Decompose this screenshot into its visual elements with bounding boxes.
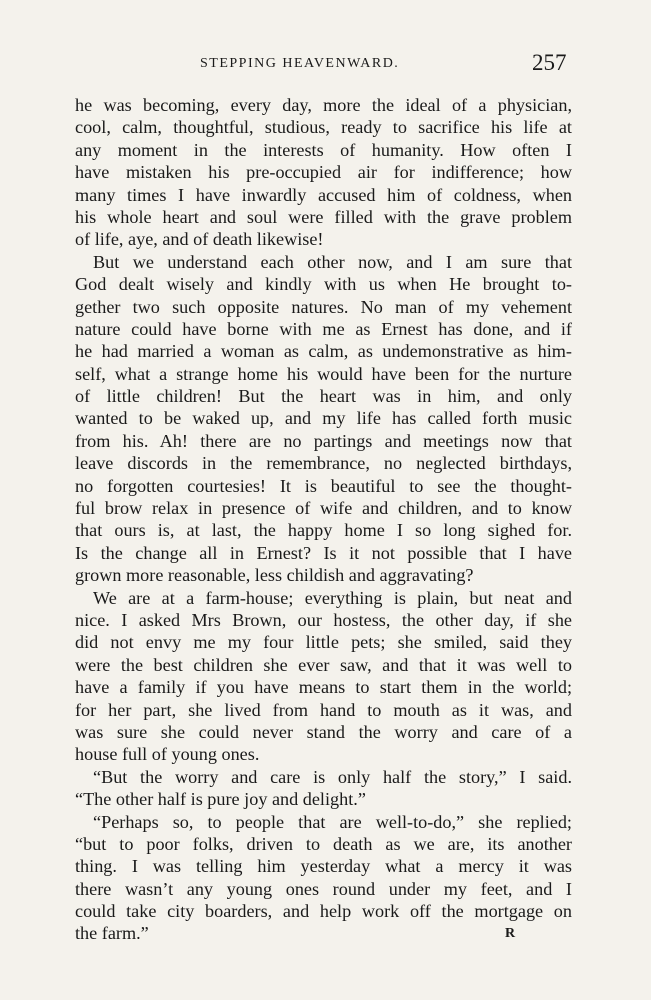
body-text	[75, 94, 572, 945]
text-line: were the best children she ever saw, and that it was well to	[75, 654, 572, 675]
text-line: house full of young ones.	[75, 744, 260, 765]
text-line: God dealt wisely and kindly with us when He brought to-	[75, 274, 572, 295]
text-line: wanted to be waked up, and my life has called forth music	[75, 408, 572, 429]
text-line: self, what a strange home his would have been for the nurture	[75, 363, 572, 384]
text-line: of little children! But the heart was in him, and only	[75, 386, 572, 407]
text-line: any moment in the interests of humanity. How often I	[75, 139, 572, 160]
text-line: “but to poor folks, driven to death as we are, its another	[75, 833, 572, 854]
text-line: have a family if you have means to start them in the world;	[75, 677, 572, 698]
text-line: leave discords in the remembrance, no neglected birthdays,	[75, 453, 572, 474]
text-line: nature could have borne with me as Ernest has done, and if	[75, 318, 572, 339]
text-line: cool, calm, thoughtful, studious, ready to sacrifice his life at	[75, 117, 572, 138]
text-line: thing. I was telling him yesterday what a mercy it was	[75, 856, 572, 877]
text-line: did not envy me my four little pets; she smiled, said they	[75, 632, 572, 653]
text-line: from his. Ah! there are no partings and meetings now that	[75, 430, 572, 451]
text-line: Is the change all in Ernest? Is it not possible that I have	[75, 542, 572, 563]
text-line: nice. I asked Mrs Brown, our hostess, the other day, if she	[75, 609, 572, 630]
text-line: no forgotten courtesies! It is beautiful to see the thought-	[75, 475, 572, 496]
signature-mark: R	[505, 926, 516, 941]
text-line: could take city boarders, and help work off the mortgage on	[75, 901, 572, 922]
text-line: the farm.”	[75, 923, 149, 944]
text-line: of life, aye, and of death likewise!	[75, 229, 324, 250]
text-line: that ours is, at last, the happy home I so long sighed for.	[75, 520, 572, 541]
text-line: But we understand each other now, and I am sure that	[93, 251, 572, 272]
text-line: “The other half is pure joy and delight.”	[75, 789, 366, 810]
text-line: “Perhaps so, to people that are well-to-do,” she replied;	[93, 811, 572, 832]
text-line: We are at a farm-house; everything is plain, but neat and	[93, 587, 572, 608]
text-line: many times I have inwardly accused him of coldness, when	[75, 184, 572, 205]
text-line: ful brow relax in presence of wife and children, and to know	[75, 498, 572, 519]
text-line: for her part, she lived from hand to mouth as it was, and	[75, 699, 572, 720]
text-line: his whole heart and soul were filled with the grave problem	[75, 206, 572, 227]
text-line: there wasn’t any young ones round under my feet, and I	[75, 878, 572, 899]
text-line: he had married a woman as calm, as undemonstrative as him-	[75, 341, 572, 362]
text-line: he was becoming, every day, more the ideal of a physician,	[75, 95, 572, 115]
text-line: gether two such opposite natures. No man of my vehement	[75, 296, 572, 317]
running-title: STEPPING HEAVENWARD.	[200, 56, 400, 71]
text-line: have mistaken his pre-occupied air for indifference; how	[75, 162, 572, 183]
text-line: was sure she could never stand the worry and care of a	[75, 721, 572, 742]
text-line: grown more reasonable, less childish and aggravating?	[75, 565, 474, 586]
text-line: “But the worry and care is only half the story,” I said.	[93, 766, 572, 787]
page-number: 257	[532, 50, 567, 75]
